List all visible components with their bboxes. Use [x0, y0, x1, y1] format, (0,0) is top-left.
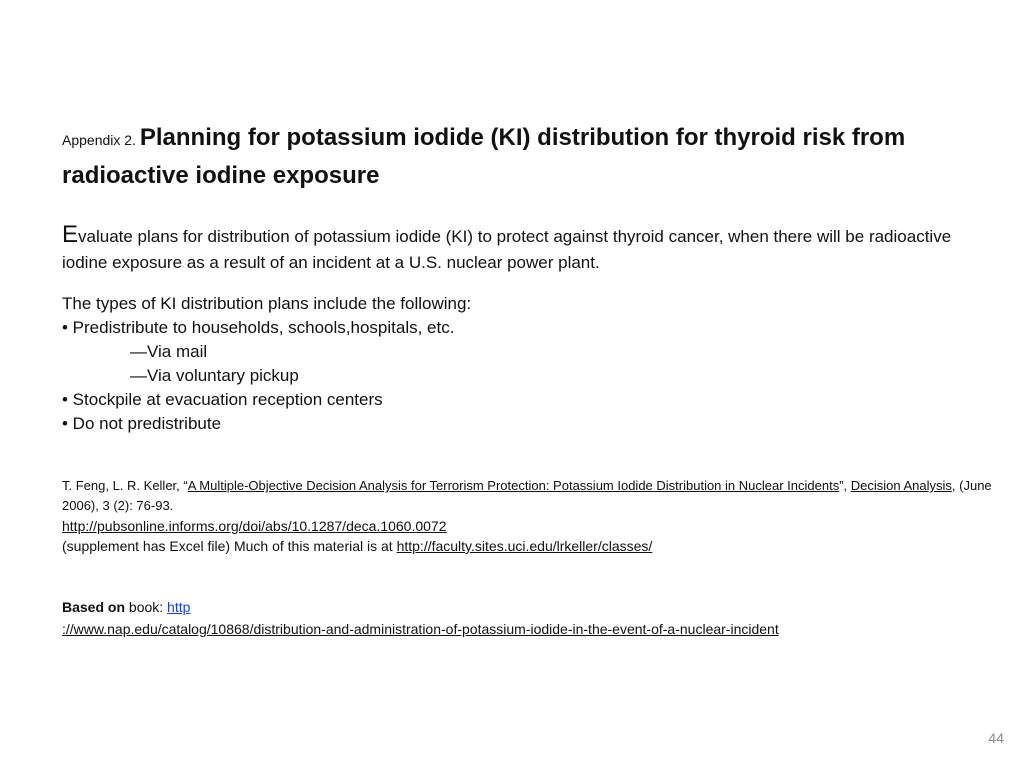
based-on-text: book:	[125, 599, 168, 615]
types-heading: The types of KI distribution plans include the following:	[62, 294, 472, 313]
types-item-predistribute: • Predistribute to households, schools,hospitals, etc.	[62, 318, 455, 337]
intro-paragraph	[62, 222, 962, 276]
citation-after-title: ”,	[839, 478, 851, 493]
intro-first-letter: E	[62, 221, 79, 248]
citation-supplement	[62, 536, 992, 556]
based-on-link-start[interactable]: http	[167, 599, 191, 615]
supplement-link[interactable]: http://faculty.sites.uci.edu/lrkeller/classes/	[396, 538, 653, 554]
citation-details: , (June 2006), 3 (2): 76-93.	[62, 478, 992, 513]
types-subitem-mail: —Via mail	[130, 342, 208, 361]
distribution-types	[62, 292, 762, 436]
intro-text: valuate plans for distribution of potassium iodide (KI) to protect against thyroid cancer, when there will be radioactive iodine exposure as a result of an incident at a U.S. nuclear power plant.	[62, 227, 952, 272]
title-main: Planning for potassium iodide (KI) distribution for thyroid risk from radioactive iodine exposure	[62, 124, 906, 189]
slide-title	[62, 120, 992, 194]
types-item-stockpile: • Stockpile at evacuation reception centers	[62, 390, 383, 409]
citation-authors: T. Feng, L. R. Keller, “	[62, 478, 188, 493]
citation-doi-link[interactable]: http://pubsonline.informs.org/doi/abs/10.1287/deca.1060.0072	[62, 518, 447, 534]
types-subitem-pickup: —Via voluntary pickup	[130, 366, 299, 385]
based-on	[62, 596, 992, 640]
citation-paper-link[interactable]: A Multiple-Objective Decision Analysis for Terrorism Protection: Potassium Iodide Distribution in Nuclear Incidents	[187, 478, 840, 493]
citation-journal-link[interactable]: Decision Analysis	[850, 478, 952, 493]
page-number: 44	[988, 730, 1004, 746]
supplement-text: (supplement has Excel file) Much of this material is at	[62, 538, 397, 554]
title-prefix: Appendix 2.	[62, 132, 140, 148]
types-item-no-predistribute: • Do not predistribute	[62, 414, 222, 433]
citation	[62, 476, 992, 556]
based-on-label: Based on	[62, 599, 126, 615]
based-on-link-rest[interactable]: ://www.nap.edu/catalog/10868/distribution-and-administration-of-potassium-iodide-in-the-event-of-a-nuclear-incident	[62, 621, 779, 637]
